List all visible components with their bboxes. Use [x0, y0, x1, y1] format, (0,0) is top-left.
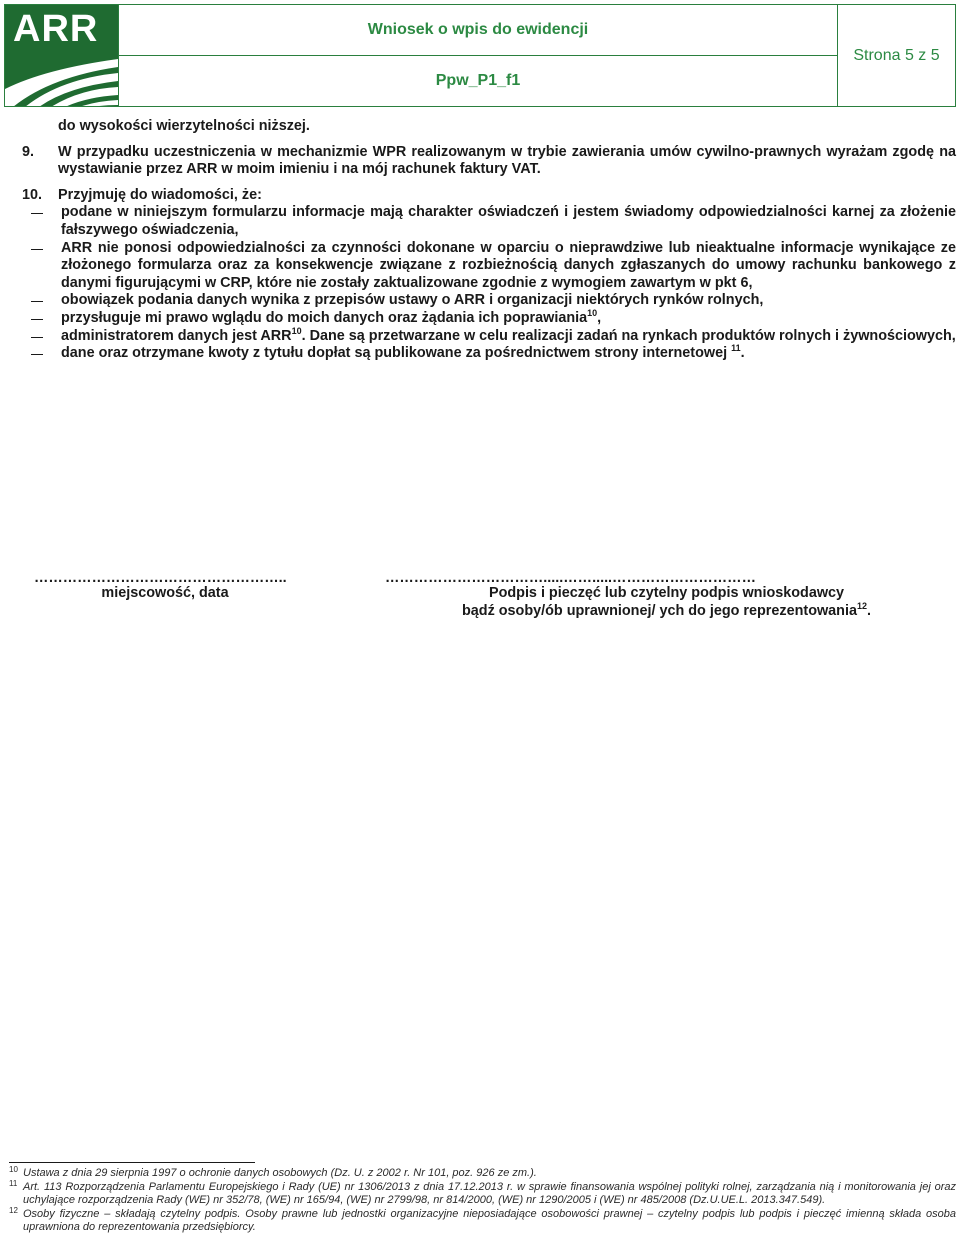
footnote-separator — [9, 1162, 255, 1163]
item-10-list — [0, 204, 956, 362]
item-9 — [22, 144, 956, 179]
signature-label-1: Podpis i pieczęć lub czytelny podpis wnioskodawcy — [488, 585, 845, 601]
footnote-ref: 12 — [856, 601, 867, 612]
logo-text: ARR — [13, 8, 99, 50]
footnote-ref: 10 — [291, 325, 302, 336]
list-item: przysługuje mi prawo wglądu do moich danych oraz żądania ich poprawiania$^{10}$, — [0, 310, 956, 328]
signature-label-2: bądź osoby/ób uprawnionej/ ych do jego reprezentowania$^{12}$. — [461, 601, 871, 619]
list-item: obowiązek podania danych wynika z przepisów ustawy o ARR i organizacji niektórych rynków rolnych, — [0, 292, 956, 310]
page-number: Strona 5 z 5 — [853, 46, 940, 64]
field-stripes-icon — [5, 49, 118, 106]
footnote-12: 12 Osoby fizyczne – składają czytelny podpis. Osoby prawne lub jednostki organizacyjne nieposiadające osobowości prawnej – czytelny podpis lub podpis i pieczęć imienną składa osoba uprawniona do reprezentowania przedsiębiorcy. — [9, 1205, 956, 1234]
item-9-text: W przypadku uczestniczenia w mechanizmie WPR realizowanym w trybie zawierania umów cywilno-prawnych wyrażam zgodę na wystawianie przez ARR w moim imieniu i na mój rachunek faktury VAT. — [58, 143, 956, 178]
item-9-number: 9. — [22, 143, 35, 160]
item-10-number: 10. — [22, 186, 43, 203]
document-code: Ppw_P1_f1 — [435, 72, 521, 89]
list-item: dane oraz otrzymane kwoty z tytułu dopłat są publikowane za pośrednictwem strony internetowej $^{11}$. — [0, 345, 956, 363]
continuation-text: do wysokości wierzytelności niższej. — [58, 118, 310, 134]
place-date-label: miejscowość, data — [101, 585, 229, 601]
bullet-text: dane oraz otrzymane kwoty z tytułu dopłat są publikowane za pośrednictwem strony internetowej — [61, 345, 728, 362]
item-10-intro: Przyjmuję do wiadomości, że: — [58, 186, 262, 203]
document-title: Wniosek o wpis do ewidencji — [119, 5, 837, 56]
header-title-block — [119, 5, 838, 106]
footnote-ref: 11 — [731, 343, 741, 354]
signature-line: …………………………….....…….....………………………… — [385, 570, 756, 586]
footnote-11: 11 Art. 113 Rozporządzenia Parlamentu Europejskiego i Rady (UE) nr 1306/2013 z dnia 17.12.2013 r. w sprawie finansowania wspólnej polityki rolnej, zarządzania nią i monitorowania jej oraz uchylające rozporządzenia Rady (WE) nr 352/78, (WE) nr 165/94, (WE) nr 2799/98, nr 814/2000, (WE) nr 1290/2005 i (WE) nr 485/2008 (Dz.U.UE.L. 2013.347.549). — [9, 1178, 956, 1207]
footnote-ref: 10 — [587, 308, 598, 319]
arr-logo — [5, 5, 119, 106]
bullet-text: administratorem danych jest ARR — [61, 327, 292, 344]
list-item: podane w niniejszym formularzu informacje mają charakter oświadczeń i jestem świadomy odpowiedzialności karnej za złożenie fałszywego oświadczenia, — [0, 204, 956, 239]
page-header — [4, 4, 956, 107]
footnotes — [9, 1167, 956, 1235]
item-10 — [22, 187, 956, 205]
document-body — [22, 118, 956, 363]
place-date-line: …………………………………………….. — [34, 570, 287, 586]
list-item: administratorem danych jest ARR$^{10}$. Dane są przetwarzane w celu realizacji zadań na rynkach produktów rolnych i żywnościowych, — [0, 328, 956, 346]
footnote-10: 10 Ustawa z dnia 29 sierpnia 1997 o ochronie danych osobowych (Dz. U. z 2002 r. Nr 101, poz. 926 ze zm.). — [9, 1165, 537, 1179]
list-item: ARR nie ponosi odpowiedzialności za czynności dokonane w oparciu o nieprawdziwe lub nieaktualne informacje wynikające ze złożonego formularza oraz za konsekwencje związane z rozbieżnością danych zgłaszanych do umowy rachunku bankowego z danymi figurującymi w CRP, które nie zostały zaktualizowane zgodnie z wymogiem zawartym w pkt 6, — [0, 240, 956, 293]
bullet-text: przysługuje mi prawo wglądu do moich danych oraz żądania ich poprawiania — [61, 309, 588, 326]
